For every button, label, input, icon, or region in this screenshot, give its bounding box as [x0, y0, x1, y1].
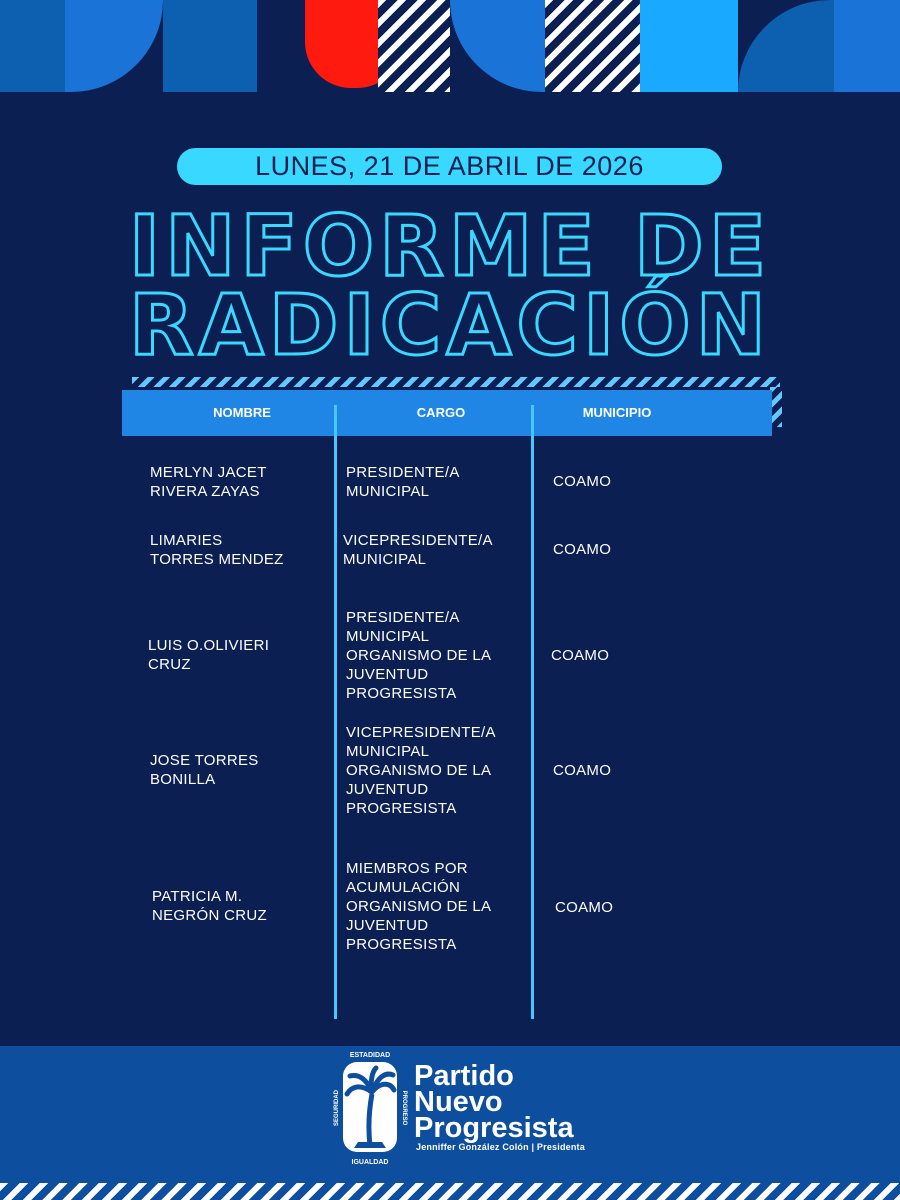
- table-cell-municipio: COAMO: [553, 762, 612, 779]
- report-title-line1: INFORME DE: [128, 197, 772, 295]
- band-tile: [257, 0, 305, 92]
- cargo-line: JUVENTUD: [346, 917, 429, 934]
- footer-stripes: [0, 1183, 900, 1200]
- column-header-cargo: CARGO: [416, 405, 466, 420]
- table-cell-name: [150, 751, 335, 789]
- column-header-nombre: NOMBRE: [213, 405, 271, 420]
- table-header: [122, 390, 772, 436]
- name-line: LUIS O.OLIVIERI: [148, 637, 270, 654]
- table-cell-name: [150, 463, 335, 501]
- name-line: PATRICIA M.: [152, 888, 243, 905]
- column-header-municipio: MUNICIPIO: [582, 405, 652, 420]
- cargo-line: MUNICIPAL: [343, 551, 427, 568]
- band-tile: [640, 0, 738, 92]
- table-cell-cargo: [346, 463, 526, 501]
- cargo-line: ORGANISMO DE LA: [346, 647, 492, 664]
- cargo-line: JUVENTUD: [346, 666, 429, 683]
- name-line: BONILLA: [150, 771, 216, 788]
- name-line: JOSE TORRES: [150, 752, 259, 769]
- name-line: NEGRÓN CRUZ: [152, 907, 267, 924]
- cargo-line: ORGANISMO DE LA: [346, 762, 492, 779]
- table-cell-name: [150, 531, 335, 569]
- table-cell-municipio: COAMO: [553, 473, 612, 490]
- band-tile: [65, 0, 163, 92]
- table-cell-cargo: [346, 859, 526, 954]
- cargo-line: ACUMULACIÓN: [346, 879, 461, 896]
- name-line: LIMARIES: [150, 532, 223, 549]
- name-line: RIVERA ZAYAS: [150, 483, 260, 500]
- table-cell-name: [152, 887, 337, 925]
- seal-word-left: SEGURIDAD: [334, 1089, 340, 1127]
- cargo-line: JUVENTUD: [346, 781, 429, 798]
- cargo-line: PRESIDENTE/A: [346, 609, 460, 626]
- cargo-line: PRESIDENTE/A: [346, 464, 460, 481]
- table-cell-name: [148, 636, 333, 674]
- table-cell-cargo: [343, 531, 523, 569]
- date-pill: LUNES, 21 DE ABRIL DE 2026: [177, 148, 722, 185]
- band-tile: [450, 0, 545, 92]
- party-seal-logo: [330, 1048, 410, 1166]
- name-line: TORRES MENDEZ: [150, 551, 284, 568]
- striped-tile: [378, 0, 450, 92]
- band-tile: [163, 0, 257, 92]
- cargo-line: MUNICIPAL: [346, 628, 430, 645]
- party-name-line3: Progresista: [414, 1112, 574, 1144]
- cargo-line: MUNICIPAL: [346, 483, 430, 500]
- party-name-line1: Partido: [414, 1060, 514, 1092]
- table-decorative-stripes: [132, 377, 780, 387]
- seal-word-right: PROGRESO: [401, 1090, 407, 1126]
- band-tile: [834, 0, 900, 92]
- report-title-line2: RADICACIÓN: [129, 276, 771, 374]
- cargo-line: ORGANISMO DE LA: [346, 898, 492, 915]
- table-cell-cargo: [346, 608, 526, 703]
- seal-word-top: ESTADIDAD: [349, 1052, 391, 1059]
- cargo-line: MIEMBROS POR: [346, 860, 468, 877]
- cargo-line: MUNICIPAL: [346, 743, 430, 760]
- seal-word-bottom: IGUALDAD: [351, 1159, 389, 1166]
- cargo-line: VICEPRESIDENTE/A: [343, 532, 493, 549]
- party-name-line2: Nuevo: [414, 1086, 503, 1118]
- table-cell-municipio: COAMO: [551, 647, 610, 664]
- cargo-line: PROGRESISTA: [346, 685, 457, 702]
- cargo-line: PROGRESISTA: [346, 800, 457, 817]
- cargo-line: VICEPRESIDENTE/A: [346, 724, 496, 741]
- name-line: MERLYN JACET: [150, 464, 267, 481]
- name-line: CRUZ: [148, 656, 191, 673]
- table-cell-cargo: [346, 723, 526, 818]
- table-cell-municipio: COAMO: [555, 899, 614, 916]
- footer-divider: [0, 1040, 900, 1046]
- party-leader: Jenniffer González Colón | Presidenta: [416, 1142, 585, 1152]
- band-tile: [738, 0, 834, 92]
- band-tile: [0, 0, 65, 92]
- cargo-line: PROGRESISTA: [346, 936, 457, 953]
- table-cell-municipio: COAMO: [553, 541, 612, 558]
- top-decorative-band: [0, 0, 900, 92]
- column-divider: [531, 405, 534, 1019]
- striped-tile: [545, 0, 640, 92]
